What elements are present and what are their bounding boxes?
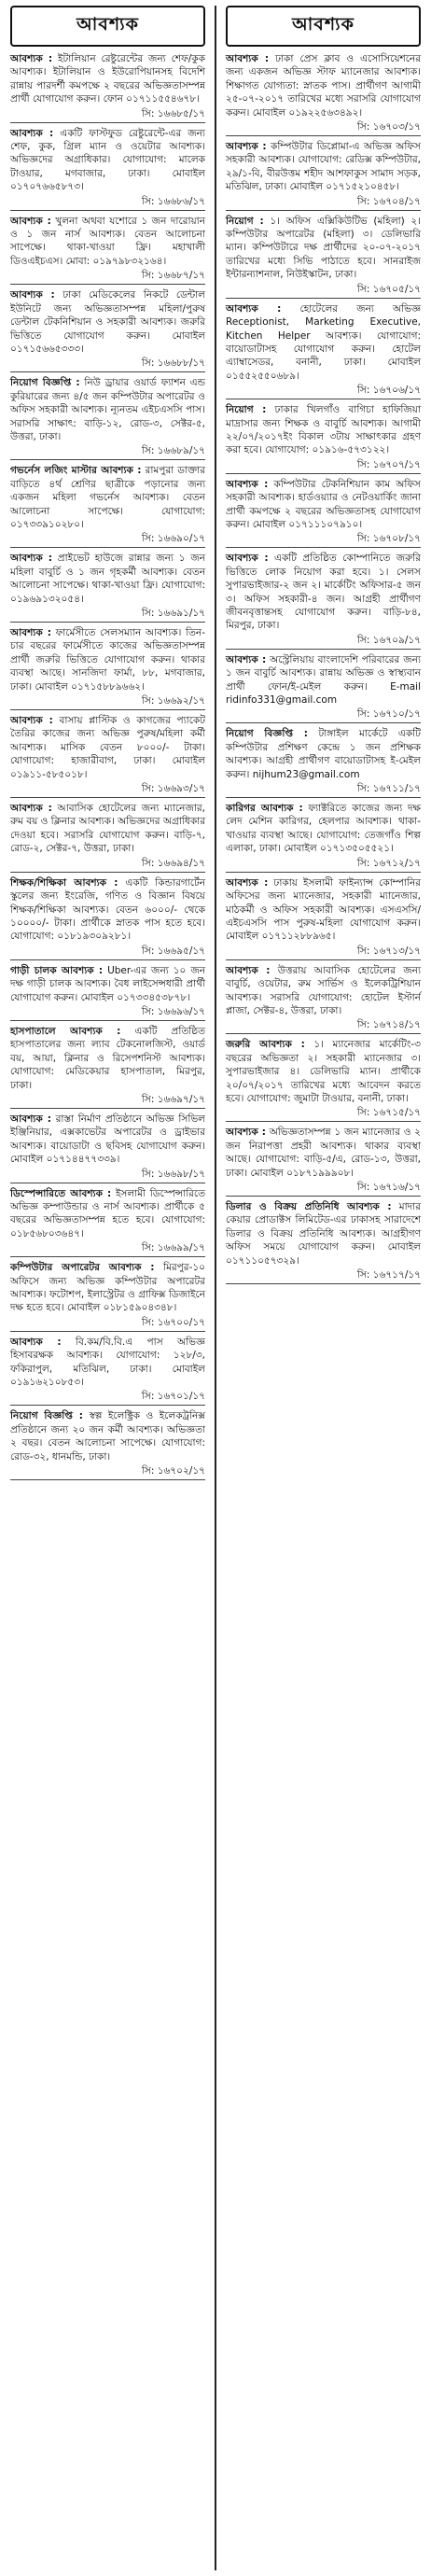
- classified-ad: [226, 802, 421, 856]
- ad-divider: [10, 959, 205, 960]
- ad-heading: আবশ্যক :: [226, 53, 270, 64]
- ad-heading: আবশ্যক :: [226, 478, 269, 490]
- ad-divider: [226, 1121, 421, 1122]
- ad-reference-code: সি: ১৬৬৯৫/১৭: [141, 945, 205, 957]
- classified-ad: [10, 215, 205, 269]
- ad-divider: [10, 210, 205, 211]
- ad-body: হোটেলের জন্য অভিজ্ঞ Receptionist, Marketing Executive, Kitchen Helper আবশ্যক। যোগাযোগ: বায়োডাটাসহ যোগাযোগ করুন। হোটেল এ্যাম্বাসেডর, বনানী, ঢাকা। মোবাইল ০১৫৫২৫৫০৬৮৯।: [226, 302, 421, 382]
- ad-heading: নিয়োগ বিজ্ঞপ্তি :: [226, 728, 308, 740]
- ad-reference-code: সি: ১৬৭১১/১৭: [356, 783, 421, 795]
- classified-ad: [226, 552, 421, 632]
- classified-ad: [10, 1187, 205, 1241]
- classified-ad: [226, 727, 421, 781]
- ad-heading: জরুরি আবশ্যক :: [226, 1039, 305, 1051]
- classified-ad: [226, 52, 421, 119]
- ad-heading: আবশ্যক :: [10, 215, 51, 227]
- ad-reference-code: সি: ১৬৭০৬/১৭: [356, 385, 421, 397]
- ad-divider: [10, 1479, 205, 1480]
- classified-ad: [226, 876, 421, 944]
- ad-body: একটি প্রতিষ্ঠিত হাসপাতালের জন্য ল্যাব টেকনোলজিস্ট, ওয়ার্ড বয়, আয়া, ক্লিনার ও রিসেপশনিস্ট আবশ্যক। যোগাযোগ: মেডিকেয়ার হাসপাতাল, মিরপুর, ঢাকা।: [10, 1025, 206, 1091]
- ad-body: একটি কিন্ডারগার্টেন স্কুলের জন্য ইংরেজি, গণিত ও বিজ্ঞান বিষয়ে শিক্ষক/শিক্ষিকা আবশ্যক। বেতন ৬০০০/- থেকে ১০০০০/- টাকা। প্রার্থীকে স্নাতক পাস হতে হবে। যোগাযোগ: ০১৮১৯৩০৯২৮১।: [10, 876, 205, 943]
- ad-reference-code: সি: ১৬৭০৪/১৭: [356, 195, 421, 207]
- ad-heading: আবশ্যক :: [10, 715, 53, 727]
- ad-reference-code: সি: ১৬৬৮৯/১৭: [141, 445, 205, 457]
- ad-body: নিউ ড্রায়ার ওয়ার্ড ফ্যাশন এন্ড কুরিয়ারের জন্য ৪/৫ জন কম্পিউটার অপারেটর ও অফিস সহকারী আবশ্যক। ন্যূনতম এইচএসসি পাস। সরাসরি সাক্ষাৎ: বাড়ি-১২, রোড-৩, সেক্টর-৫, উত্তরা, ঢাকা।: [10, 377, 205, 442]
- section-banner: আবশ্যক: [226, 6, 421, 47]
- classified-ad: [10, 127, 205, 194]
- column-divider: [215, 6, 216, 2570]
- classified-ad: [10, 288, 205, 356]
- ad-reference-code: সি: ১৬৬৯৪/১৭: [141, 857, 205, 869]
- classified-ad: [10, 714, 205, 781]
- ad-heading: গভর্নেস লজিং মাস্টার আবশ্যক :: [10, 465, 142, 477]
- classified-ad: [10, 1409, 205, 1463]
- classified-ad: [10, 376, 205, 443]
- ad-body: ফার্মেসীতে সেলসম্যান আবশ্যক। তিন-চার বছরের ফার্মেসীতে কাজের অভিজ্ঞতাসম্পন্ন প্রার্থী জরুরি ভিত্তিতে যোগাযোগ করুন। থাকার ব্যবস্থা আছে। সানজিদা ফার্মা, ৮৮, মগবাজার, ঢাকা। মোবাইল ০১৭১৫৮৮৯৬৬২।: [10, 627, 205, 693]
- ad-divider: [10, 709, 205, 710]
- ad-body: ১। ম্যানেজার মার্কেটিং-৩ বছরের অভিজ্ঞতা ২। সহকারী ম্যানেজার ৩। সুপারভাইজার ৪। ডেলিভারি ম্যান। প্রার্থীকে ২০/০৭/২০১৭ তারিখের মধ্যে আবেদন করতে হবে। যোগাযোগ: জুমাটা টাওয়ার, বনানী, ঢাকা।: [226, 1039, 422, 1104]
- ad-divider: [226, 210, 421, 211]
- ad-divider: [10, 284, 205, 285]
- ad-heading: শিক্ষক/শিক্ষিকা আবশ্যক :: [10, 876, 118, 889]
- classified-ad: [226, 1200, 421, 1267]
- ad-heading: আবশ্যক :: [10, 53, 53, 64]
- ad-reference-code: সি: ১৬৭১৩/১৭: [356, 945, 421, 957]
- ad-body: ফ্যাক্টরিতে কাজের জন্য দক্ষ লেদ মেশিন কারিগর, হেলপার আবশ্যক। থাকা-খাওয়ার ব্যবস্থা আছে। যোগাযোগ: তেজগাঁও শিল্প এলাকা, ঢাকা। মোবাইল ০১৭১৩৫০৫৫২১।: [226, 803, 422, 855]
- ad-heading: আবশ্যক :: [226, 141, 267, 153]
- ad-body: খুলনা অথবা যশোরে ১ জন দারোয়ান ও ১ জন নার্স আবশ্যক। বেতন আলোচনা সাপেক্ষে। থাকা-খাওয়া ফ্রি। মহাখালী ডিওএইচএস। মোবা: ০১৯৭৯৮৩২১৬৪।: [10, 215, 205, 267]
- ad-reference-code: সি: ১৬৭০৯/১৭: [356, 634, 421, 646]
- ad-heading: হাসপাতালে আবশ্যক :: [10, 1025, 121, 1037]
- classified-ad: [10, 464, 205, 531]
- classified-ad: [226, 140, 421, 194]
- ad-body: অস্ট্রেলিয়ায় বাংলাদেশি পরিবারের জন্য ১ জন বাবুর্চি আবশ্যক। রান্নায় অভিজ্ঞ ও স্বাস্থ্যবান প্রার্থী ফোন/ই-মেইল করুন। E-mail ridinfo331@gmail.com: [226, 653, 421, 707]
- ad-reference-code: সি: ১৬৬৯৯/১৭: [141, 1242, 205, 1254]
- classified-ad: [10, 626, 205, 693]
- ad-heading: আবশ্যক :: [226, 1127, 266, 1139]
- ad-divider: [226, 135, 421, 136]
- ad-reference-code: সি: ১৬৭১০/১৭: [356, 708, 421, 721]
- classified-ad: [226, 403, 421, 457]
- classified-ad: [10, 1025, 205, 1092]
- right-column: [221, 6, 425, 2570]
- ad-reference-code: সি: ১৬৭১৪/১৭: [356, 1019, 421, 1031]
- ad-heading: আবশ্যক :: [10, 627, 51, 638]
- classified-ad: [10, 552, 205, 606]
- ad-reference-code: সি: ১৬৬৯১/১৭: [141, 608, 205, 619]
- ad-divider: [226, 547, 421, 548]
- ad-reference-code: সি: ১৬৬৯৩/১৭: [141, 783, 205, 795]
- ad-reference-code: সি: ১৬৬৮৮/১৭: [141, 357, 205, 370]
- ad-heading: নিয়োগ :: [226, 404, 267, 416]
- ad-body: প্রাইভেট হাউজে রান্নার জন্য ১ জন মহিলা বাবুর্চি ও ১ জন গৃহকর্মী আবশ্যক। বেতন আলোচনা সাপেক্ষে। থাকা-খাওয়া ফ্রি। যোগাযোগ: ০১৯৬৯১৩২০৫৪।: [10, 553, 205, 605]
- ad-reference-code: সি: ১৬৬৯০/১৭: [141, 533, 205, 545]
- ad-body: টাঙ্গাইল মার্কেটে একটি কম্পিউটার প্রশিক্ষণ কেন্দ্রে ১ জন প্রশিক্ষক আবশ্যক। আগ্রহী প্রার্থীগণ বায়োডাটাসহ ই-মেইল করুন। nijhum23@gmail.com: [226, 728, 421, 780]
- ad-heading: ডিলার ও বিক্রয় প্রতিনিধি আবশ্যক :: [226, 1201, 392, 1212]
- ad-reference-code: সি: ১৬৭০১/১৭: [141, 1391, 205, 1403]
- ad-body: ইটালিয়ান রেষ্টুরেন্টের জন্য শেফ/কুক আবশ্যক। ইটালিয়ান ও ইউরোপিয়ানসহ বিদেশি রান্নায় পারদর্শী কমপক্ষে ২ বছরের অভিজ্ঞতাসম্পন্ন প্রার্থী যোগাযোগ করুন। ফোন ০১৭১১৫৫৪৬৭৮।: [10, 53, 205, 105]
- ad-body: ইসলামী ডিস্পেন্সারিতে অভিজ্ঞ কম্পাউন্ডার ও নার্স আবশ্যক। প্রার্থীকে ৫ বছরের অভিজ্ঞতাসম্পন্ন হতে হবে। যোগাযোগ: ০১৮৫৬৮০৩৬৪৭।: [10, 1187, 205, 1239]
- ad-heading: নিয়োগ বিজ্ঞপ্তি :: [10, 1410, 83, 1422]
- classified-ad: [226, 215, 421, 282]
- ad-body: মিরপুর-১০ অফিসে জন্য অভিজ্ঞ কম্পিউটার অপারেটর আবশ্যক। ফটোশপ, ইলাস্ট্রেটর ও গ্রাফিক্স ডিজাইনে দক্ষ হতে হবে। মোবাইল ০১৮১৫৯০৪৩৪৮।: [10, 1262, 206, 1314]
- ad-divider: [226, 1283, 421, 1284]
- ad-reference-code: সি: ১৬৭১৭/১৭: [356, 1269, 421, 1281]
- ad-divider: [10, 797, 205, 798]
- ad-body: ১। অফিস এক্সিকিউটিভ (মহিলা) ২। কম্পিউটার অপারেটর (মহিলা) ৩। ডেলিভারি ম্যান। কম্পিউটারে দক্ষ প্রার্থীদের ২০-০৭-২০১৭ তারিখের মধ্যে সিভি পাঠাতে হবে। সানরাইজ ইন্টারন্যাশনাল, নিউইস্কাটন, ঢাকা।: [226, 215, 421, 281]
- ad-divider: [10, 1108, 205, 1109]
- ad-heading: আবশ্যক :: [10, 127, 54, 139]
- ad-heading: ডিস্পেন্সারিতে আবশ্যক :: [10, 1187, 112, 1199]
- classified-ad: [226, 302, 421, 383]
- ad-divider: [226, 649, 421, 650]
- ad-body: অভিজ্ঞতাসম্পন্ন ১ জন ম্যানেজার ও ২ জন নিরাপত্তা প্রহরী আবশ্যক। থাকার ব্যবস্থা আছে। যোগাযোগ: বাড়ি-৫/এ, রোড-১৩, উত্তরা, ঢাকা। মোবাইল ০১৮৭১৯৯৯০৮।: [226, 1127, 421, 1179]
- ad-reference-code: সি: ১৬৬৮৫/১৭: [141, 107, 205, 119]
- ad-heading: গাড়ী চালক আবশ্যক :: [10, 964, 104, 976]
- ad-reference-code: সি: ১৬৭০৩/১৭: [356, 121, 421, 133]
- classified-ad: [10, 1261, 205, 1315]
- ad-reference-code: সি: ১৬৬৮৬/১৭: [141, 195, 205, 207]
- ad-heading: আবশ্যক :: [10, 1113, 51, 1125]
- ad-divider: [226, 722, 421, 723]
- ad-body: কম্পিউটার টেকনিশিয়ান কাম অফিস সহকারী আবশ্যক। হার্ডওয়্যার ও নেটওয়ার্কিং জানা প্রার্থী কমপক্ষে ২ বছরের অভিজ্ঞতাসহ যোগাযোগ করুন। মোবাইল ০১৭১১১০৭৯১০।: [226, 478, 421, 530]
- ad-divider: [10, 872, 205, 873]
- ad-reference-code: সি: ১৬৭১৬/১৭: [356, 1182, 421, 1193]
- ad-divider: [10, 1405, 205, 1406]
- ad-divider: [226, 872, 421, 873]
- ad-body: ঢাকার খিলগাঁও বাগিচা হাফিজিয়া মাদ্রাসার জন্য শিক্ষক ও বাবুর্চি আবশ্যক। আগামী ২২/০৭/২০১৭ইং বিকাল ৩টায় সাক্ষাৎকার গ্রহণ করা হবে। যোগাযোগ: ০১৯১৬-৫৭৩১২২।: [226, 404, 421, 456]
- ad-heading: কম্পিউটার অপারেটর আবশ্যক :: [10, 1262, 155, 1274]
- ads-list: [10, 52, 205, 1480]
- ad-heading: আবশ্যক :: [226, 302, 282, 315]
- ad-reference-code: সি: ১৬৬৮৭/১৭: [141, 270, 205, 282]
- ad-heading: আবশ্যক :: [10, 1336, 62, 1348]
- ad-reference-code: সি: ১৬৬৯৮/১৭: [141, 1168, 205, 1180]
- ad-reference-code: সি: ১৬৭১৫/১৭: [356, 1107, 421, 1119]
- classified-ad: [10, 1336, 205, 1390]
- ad-body: রামপুরা ডাক্তার বাড়িতে ৪র্থ শ্রেণির ছাত্রীকে পড়ানোর জন্য একজন মহিলা গভর্নেস আবশ্যক। বেতন আলোচনা সাপেক্ষে। যোগাযোগ: ০১৭৩৩৯১০২৮০।: [10, 465, 205, 530]
- ad-divider: [10, 459, 205, 460]
- ad-heading: আবশ্যক :: [226, 553, 269, 565]
- ad-body: Uber-এর জন্য ১০ জন দক্ষ গাড়ী চালক আবশ্যক। বৈধ লাইসেন্সধারী প্রার্থী যোগাযোগ করুন। মোবাইল ০১৭৩৩৪৫৩৮৭৮।: [10, 964, 205, 1003]
- ad-body: একটি প্রতিষ্ঠিত কোম্পানিতে জরুরি ভিত্তিতে লোক নিয়োগ করা হবে। ১। সেলস সুপারভাইজার-২ জন ২। মার্কেটিং অফিসার-৫ জন ৩। অফিস সহকারী-৪ জন। আগ্রহী প্রার্থীগণ জীবনবৃত্তান্তসহ যোগাযোগ করুন। বাড়ি-৮৪, মিরপুর, ঢাকা।: [226, 553, 421, 632]
- ad-body: ঢাকায় ইসলামী ফাইন্যান্স কোম্পানির অফিসের জন্য ম্যানেজার, সহকারী ম্যানেজার, মাঠকর্মী ও অফিস সহকারী আবশ্যক। এসএসসি/এইচএসসি পাস পুরুষ-মহিলা যোগাযোগ করুন। মোবাইল ০১৭১১২৮৮৯৬৫।: [226, 876, 421, 943]
- ad-heading: আবশ্যক :: [226, 876, 269, 889]
- classified-ad: [10, 802, 205, 856]
- ad-body: কম্পিউটার ডিপ্লোমা-এ অভিজ্ঞ অফিস সহকারী আবশ্যক। যোগাযোগ: রেডিক্স কম্পিউটার, ২৯/১-বি, বীরউত্তম শহীদ আশফাকুস সামাদ সড়ক, মতিঝিল, ঢাকা। মোবাইল ০১৭১৫২১০৪৫৮।: [226, 141, 421, 193]
- ad-body: মাদার কেয়ার প্রোডাক্টস লিমিটেড-এর ঢাকাসহ সারাদেশে ডিলার ও বিক্রয় প্রতিনিধি আবশ্যক। আগ্রহীগণ অফিস সময়ে যোগাযোগ করুন। মোবাইল ০১৭১১০৫৭৩২৯।: [226, 1201, 421, 1267]
- classified-ad: [10, 1113, 205, 1167]
- ad-reference-code: সি: ১৬৬৯৬/১৭: [141, 1005, 205, 1017]
- ad-heading: কারিগর আবশ্যক :: [226, 803, 303, 815]
- ad-reference-code: সি: ১৬৭০৫/১৭: [356, 283, 421, 295]
- ads-list: [226, 52, 421, 1284]
- ad-divider: [226, 1033, 421, 1034]
- ad-heading: নিয়োগ :: [226, 215, 264, 227]
- classified-ad: [10, 964, 205, 1004]
- ad-heading: আবশ্যক :: [226, 964, 271, 976]
- ad-divider: [226, 1196, 421, 1197]
- classified-ad: [226, 1126, 421, 1180]
- ad-body: একটি ফাস্টফুড রেষ্টুরেন্টে-এর জন্য শেফ, কুক, গ্রিল ম্যান ও ওয়েটার আবশ্যক। অভিজ্ঞদের অগ্রাধিকার। যোগাযোগ: মালেক টাওয়ার, মগবাজার, ঢাকা। মোবাইল ০১৭০৭৬৬৫৮৭৩।: [10, 127, 205, 193]
- ad-body: আবাসিক হোটেলের জন্য ম্যানেজার, রুম বয় ও ক্লিনার আবশ্যক। অভিজ্ঞদের অগ্রাধিকার দেওয়া হবে। সরাসরি যোগাযোগ করুন। বাড়ি-৭, রোড-২, সেক্টর-৭, উত্তরা, ঢাকা।: [10, 803, 205, 855]
- classified-ad: [226, 964, 421, 1018]
- ad-reference-code: সি: ১৬৭০৮/১৭: [356, 533, 421, 545]
- ad-divider: [10, 622, 205, 623]
- ad-body: স্বল্প ইলেক্ট্রিক ও ইলেকট্রনিক্স প্রতিষ্ঠানে জন্য ২০ জন কর্মী আবশ্যক। অভিজ্ঞতা ২ বছর। বেতন আলোচনা সাপেক্ষে। যোগাযোগ: রোড-৩২, ধানমন্ডি, ঢাকা।: [10, 1410, 205, 1463]
- ad-divider: [10, 371, 205, 372]
- ad-body: উত্তরায় আবাসিক হোটেলের জন্য বাবুর্চি, ওয়েটার, রুম সার্ভিস ও ইলেকট্রিশিয়ান আবশ্যক। সরাসরি যোগাযোগ: হোটেল ইস্টার্ন প্লাজা, সেক্টর-৪, উত্তরা, ঢাকা।: [226, 964, 421, 1016]
- ad-divider: [226, 959, 421, 960]
- ad-heading: আবশ্যক :: [10, 803, 52, 815]
- classified-ad: [10, 876, 205, 944]
- ad-body: রাস্তা নির্মাণ প্রতিষ্ঠানে অভিজ্ঞ সিভিল ইঞ্জিনিয়ার, এক্সকাভেটর অপারেটর ও ড্রাইভার আবশ্যক। বায়োডাটা ও ছবিসহ যোগাযোগ করুন। মোবাইল ০১৭১৪৪৭৭৩৩৯।: [10, 1113, 205, 1166]
- section-banner: আবশ্যক: [10, 6, 205, 47]
- ad-divider: [10, 122, 205, 123]
- ad-divider: [226, 797, 421, 798]
- ad-body: বি.কম/বি.বি.এ পাস অভিজ্ঞ হিসাবরক্ষক আবশ্যক। যোগাযোগ: ১২৮/৩, ফকিরাপুল, মতিঝিল, ঢাকা। মোবাইল ০১৯১৬২১০৮৫৩।: [10, 1336, 205, 1389]
- ad-heading: নিয়োগ বিজ্ঞপ্তি :: [10, 377, 80, 389]
- ad-heading: আবশ্যক :: [226, 653, 267, 665]
- ad-divider: [10, 547, 205, 548]
- ad-reference-code: সি: ১৬৭০০/১৭: [141, 1316, 205, 1328]
- ad-divider: [10, 1331, 205, 1332]
- ad-divider: [10, 1020, 205, 1021]
- classified-ad: [226, 1038, 421, 1105]
- ad-reference-code: সি: ১৬৭০৭/১৭: [356, 458, 421, 470]
- ad-divider: [226, 298, 421, 299]
- ad-reference-code: সি: ১৬৬৯৭/১৭: [141, 1093, 205, 1105]
- ad-divider: [226, 473, 421, 474]
- ad-body: ঢাকা প্রেস ক্লাব ও এসোসিয়েশনের জন্য একজন অভিজ্ঞ স্টাফ ম্যানেজার আবশ্যক। শিক্ষাগত যোগ্যতা: স্নাতক পাস। প্রার্থীগণ আগামী ২৫-০৭-২০১৭ তারিখের মধ্যে সরাসরি যোগাযোগ করুন। মোবাইল ০১৯২২৫৬৩৪৯২।: [226, 53, 421, 119]
- ad-divider: [10, 1256, 205, 1257]
- classified-ad: [226, 653, 421, 707]
- ad-body: ঢাকা মেডিকেলের নিকটে ডেন্টাল ইউনিটে জন্য অভিজ্ঞতাসম্পন্ন মহিলা/পুরুষ ডেন্টাল টেকনিশিয়ান ও সহকারী আবশ্যক। জরুরি ভিত্তিতে যোগাযোগ করুন। মোবাইল ০১৭১৫৬৬৫৩৩৩।: [10, 289, 205, 355]
- ad-heading: আবশ্যক :: [10, 289, 55, 301]
- ad-body: বাসায় প্লাস্টিক ও কাগজের প্যাকেট তৈরির কাজের জন্য অভিজ্ঞ পুরুষ/মহিলা কর্মী আবশ্যক। মাসিক বেতন ৮০০০/- টাকা। যোগাযোগ: হাজারীবাগ, ঢাকা। মোবাইল ০১৯১১-৫৮৫০১৮।: [10, 715, 205, 780]
- ad-heading: আবশ্যক :: [10, 553, 52, 565]
- ad-reference-code: সি: ১৬৭১২/১৭: [356, 857, 421, 869]
- ad-reference-code: সি: ১৬৭০২/১৭: [141, 1465, 205, 1477]
- classified-ad: [226, 478, 421, 532]
- ad-reference-code: সি: ১৬৬৯২/১৭: [141, 695, 205, 707]
- classified-ad: [10, 52, 205, 106]
- left-column: [6, 6, 210, 2570]
